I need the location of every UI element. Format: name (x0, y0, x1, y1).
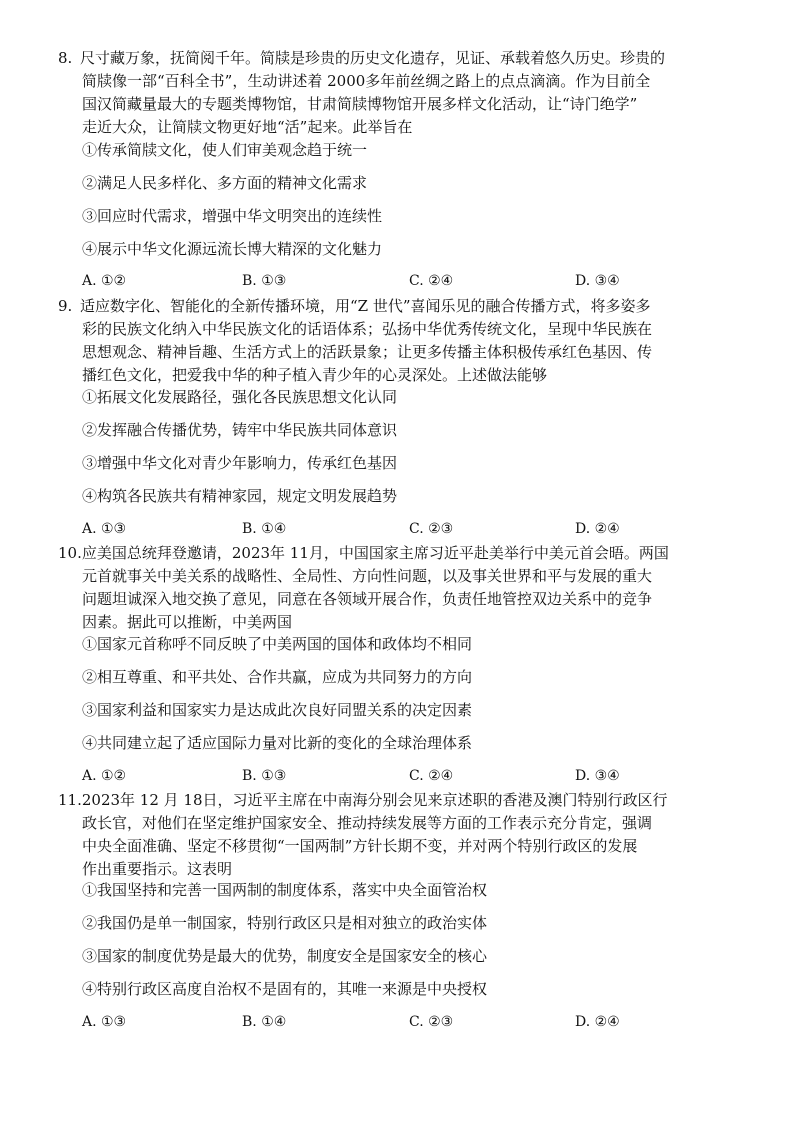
choice-a[interactable]: A. ①③ (82, 1014, 127, 1030)
stem-line: 2023年 12 月 18日，习近平主席在中南海分别会见来京述职的香港及澳门特别行政区行 (81, 791, 668, 809)
choice-b[interactable]: B. ①③ (242, 768, 287, 784)
statement-1: ①传承简牍文化，使人们审美观念趋于统一 (82, 141, 368, 159)
answer-choices (82, 1014, 742, 1036)
question-stem (58, 295, 748, 387)
question-stem (58, 47, 748, 139)
statement-1: ①国家元首称呼不同反映了中美两国的国体和政体均不相同 (82, 635, 473, 653)
stem-line: 元首就事关中美关系的战略性、全局性、方向性问题，以及事关世界和平与发展的重大 (82, 567, 653, 585)
question-number: 9. (58, 297, 73, 315)
question-number: 10. (58, 544, 82, 562)
statement-2: ②满足人民多样化、多方面的精神文化需求 (82, 174, 368, 192)
question-9 (58, 295, 748, 387)
choice-c[interactable]: C. ②④ (409, 273, 454, 289)
answer-choices (82, 521, 742, 543)
stem-line: 应美国总统拜登邀请，2023年 11月，中国国家主席习近平赴美举行中美元首会晤。两国 (81, 544, 669, 562)
answer-choices (82, 768, 742, 790)
choice-a[interactable]: A. ①② (82, 273, 127, 289)
statement-1: ①拓展文化发展路径，强化各民族思想文化认同 (82, 388, 398, 406)
stem-line: 国汉简藏量最大的专题类博物馆，甘肃简牍博物馆开展多样文化活动，让“诗门绝学” (82, 95, 638, 113)
question-number: 8. (58, 49, 73, 67)
choice-d[interactable]: D. ③④ (575, 768, 620, 784)
stem-line: 走近大众，让简牍文物更好地“活”起来。此举旨在 (82, 118, 413, 136)
statement-3: ③增强中华文化对青少年影响力，传承红色基因 (82, 454, 398, 472)
stem-line: 问题坦诚深入地交换了意见，同意在各领域开展合作，负责任地管控双边关系中的竞争 (82, 590, 653, 608)
stem-line: 彩的民族文化纳入中华民族文化的话语体系；弘扬中华优秀传统文化，呈现中华民族在 (82, 320, 653, 338)
question-10 (58, 542, 748, 634)
choice-c[interactable]: C. ②④ (409, 768, 454, 784)
stem-line: 中央全面准确、坚定不移贯彻“一国两制”方针长期不变，并对两个特别行政区的发展 (82, 837, 638, 855)
stem-line: 作出重要指示。这表明 (82, 860, 233, 878)
question-number: 11. (58, 791, 82, 809)
stem-line: 思想观念、精神旨趣、生活方式上的活跃景象；让更多传播主体积极传承红色基因、传 (82, 343, 653, 361)
statement-2: ②相互尊重、和平共处、合作共赢，应成为共同努力的方向 (82, 668, 473, 686)
choice-b[interactable]: B. ①③ (242, 273, 287, 289)
choice-a[interactable]: A. ①② (82, 768, 127, 784)
choice-c[interactable]: C. ②③ (409, 521, 454, 537)
answer-choices (82, 273, 742, 295)
statement-4: ④构筑各民族共有精神家园，规定文明发展趋势 (82, 487, 398, 505)
statement-1: ①我国坚持和完善一国两制的制度体系，落实中央全面管治权 (82, 881, 488, 899)
statement-4: ④特别行政区高度自治权不是固有的，其唯一来源是中央授权 (82, 980, 488, 998)
stem-line: 简牍像一部“百科全书”，生动讲述着 2000多年前丝绸之路上的点点滴滴。作为目前全 (82, 72, 651, 90)
question-8 (58, 47, 748, 139)
stem-line: 因素。据此可以推断，中美两国 (82, 613, 293, 631)
stem-line: 政长官，对他们在坚定维护国家安全、推动持续发展等方面的工作表示充分肯定，强调 (82, 814, 653, 832)
stem-line: 适应数字化、智能化的全新传播环境，用“Z 世代”喜闻乐见的融合传播方式，将多姿多 (80, 297, 651, 315)
question-stem (58, 542, 748, 634)
statement-4: ④共同建立起了适应国际力量对比新的变化的全球治理体系 (82, 734, 473, 752)
statement-3: ③国家利益和国家实力是达成此次良好同盟关系的决定因素 (82, 701, 473, 719)
stem-line: 尺寸藏万象，抚简阅千年。简牍是珍贵的历史文化遗存，见证、承载着悠久历史。珍贵的 (80, 49, 666, 67)
statement-4: ④展示中华文化源远流长博大精深的文化魅力 (82, 240, 383, 258)
question-11 (58, 789, 748, 881)
choice-d[interactable]: D. ②④ (575, 521, 620, 537)
stem-line: 播红色文化，把爱我中华的种子植入青少年的心灵深处。上述做法能够 (82, 366, 548, 384)
question-stem (58, 789, 748, 881)
statement-2: ②我国仍是单一制国家，特别行政区只是相对独立的政治实体 (82, 914, 488, 932)
choice-b[interactable]: B. ①④ (242, 521, 287, 537)
choice-b[interactable]: B. ①④ (242, 1014, 287, 1030)
statement-2: ②发挥融合传播优势，铸牢中华民族共同体意识 (82, 421, 398, 439)
choice-c[interactable]: C. ②③ (409, 1014, 454, 1030)
statement-3: ③国家的制度优势是最大的优势，制度安全是国家安全的核心 (82, 947, 488, 965)
statement-3: ③回应时代需求，增强中华文明突出的连续性 (82, 207, 383, 225)
choice-a[interactable]: A. ①③ (82, 521, 127, 537)
choice-d[interactable]: D. ③④ (575, 273, 620, 289)
choice-d[interactable]: D. ②④ (575, 1014, 620, 1030)
